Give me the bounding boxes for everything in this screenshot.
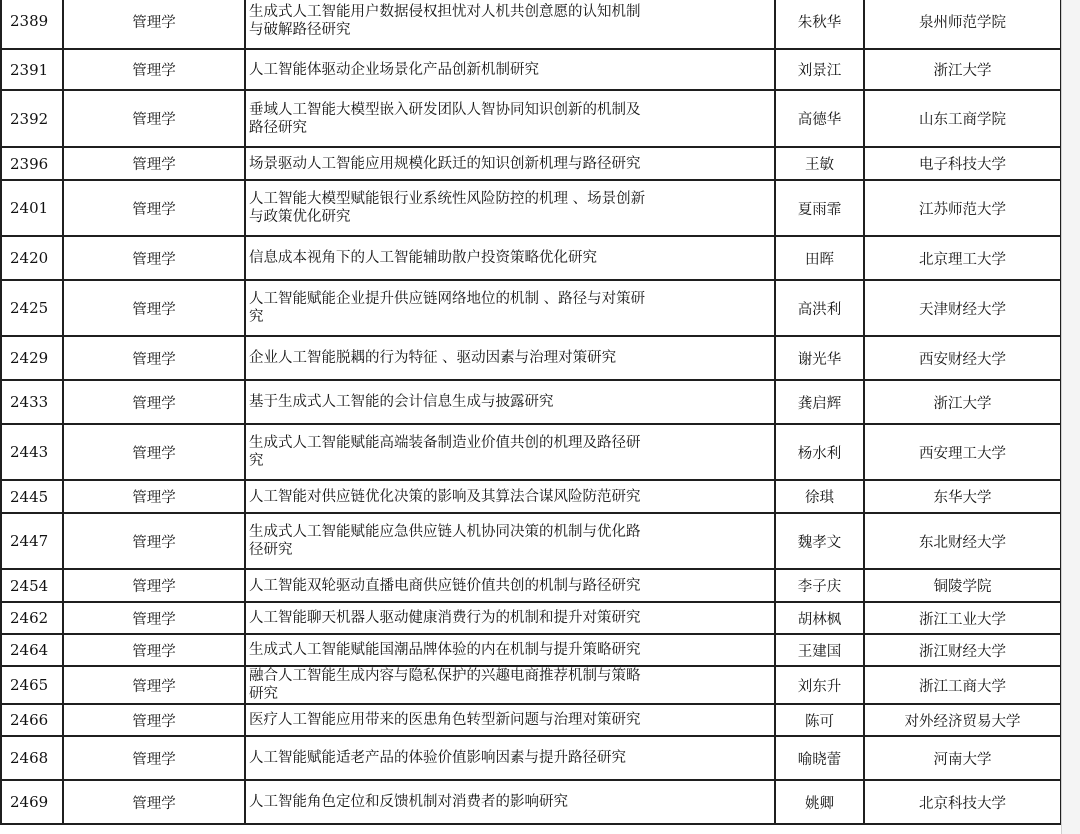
project-title: 企业人工智能脱耦的行为特征 、驱动因素与治理对策研究 bbox=[245, 336, 775, 380]
leader-name: 朱秋华 bbox=[775, 0, 864, 49]
table-row bbox=[1, 49, 1061, 90]
project-id: 2445 bbox=[1, 480, 63, 513]
institution-cell: 北京科技大学 bbox=[864, 780, 1061, 824]
table-row bbox=[1, 424, 1061, 480]
leader-name: 姚卿 bbox=[775, 780, 864, 824]
project-id: 2447 bbox=[1, 513, 63, 569]
institution-cell: 浙江工商大学 bbox=[864, 666, 1061, 704]
project-title: 人工智能对供应链优化决策的影响及其算法合谋风险防范研究 bbox=[245, 480, 775, 513]
subject-cell: 管理学 bbox=[63, 424, 245, 480]
institution-cell: 北京理工大学 bbox=[864, 236, 1061, 280]
project-id: 2462 bbox=[1, 602, 63, 634]
project-title: 生成式人工智能用户数据侵权担忧对人机共创意愿的认知机制与破解路径研究 bbox=[245, 0, 775, 49]
institution-cell: 浙江大学 bbox=[864, 380, 1061, 424]
subject-cell: 管理学 bbox=[63, 736, 245, 780]
subject-cell: 管理学 bbox=[63, 634, 245, 666]
institution-cell: 西安财经大学 bbox=[864, 336, 1061, 380]
leader-name: 龚启辉 bbox=[775, 380, 864, 424]
institution-cell: 浙江工业大学 bbox=[864, 602, 1061, 634]
project-id: 2464 bbox=[1, 634, 63, 666]
table-row bbox=[1, 336, 1061, 380]
project-title: 人工智能角色定位和反馈机制对消费者的影响研究 bbox=[245, 780, 775, 824]
table-row bbox=[1, 704, 1061, 736]
project-title: 医疗人工智能应用带来的医患角色转型新问题与治理对策研究 bbox=[245, 704, 775, 736]
subject-cell: 管理学 bbox=[63, 380, 245, 424]
table-row bbox=[1, 147, 1061, 180]
leader-name: 王敏 bbox=[775, 147, 864, 180]
table-row bbox=[1, 380, 1061, 424]
subject-cell: 管理学 bbox=[63, 569, 245, 602]
table-row bbox=[1, 480, 1061, 513]
institution-cell: 泉州师范学院 bbox=[864, 0, 1061, 49]
subject-cell: 管理学 bbox=[63, 704, 245, 736]
page-edge-strip bbox=[1061, 0, 1080, 834]
project-id: 2468 bbox=[1, 736, 63, 780]
subject-cell: 管理学 bbox=[63, 180, 245, 236]
institution-cell: 河南大学 bbox=[864, 736, 1061, 780]
institution-cell: 东北财经大学 bbox=[864, 513, 1061, 569]
leader-name: 李子庆 bbox=[775, 569, 864, 602]
table-row bbox=[1, 602, 1061, 634]
subject-cell: 管理学 bbox=[63, 780, 245, 824]
institution-cell: 西安理工大学 bbox=[864, 424, 1061, 480]
leader-name: 刘东升 bbox=[775, 666, 864, 704]
project-title: 人工智能聊天机器人驱动健康消费行为的机制和提升对策研究 bbox=[245, 602, 775, 634]
institution-cell: 浙江大学 bbox=[864, 49, 1061, 90]
table-row bbox=[1, 236, 1061, 280]
subject-cell: 管理学 bbox=[63, 280, 245, 336]
leader-name: 魏孝文 bbox=[775, 513, 864, 569]
project-id: 2391 bbox=[1, 49, 63, 90]
subject-cell: 管理学 bbox=[63, 49, 245, 90]
table-row bbox=[1, 180, 1061, 236]
subject-cell: 管理学 bbox=[63, 336, 245, 380]
institution-cell: 浙江财经大学 bbox=[864, 634, 1061, 666]
table-row bbox=[1, 666, 1061, 704]
institution-cell: 电子科技大学 bbox=[864, 147, 1061, 180]
project-id: 2425 bbox=[1, 280, 63, 336]
subject-cell: 管理学 bbox=[63, 236, 245, 280]
leader-name: 喻晓蕾 bbox=[775, 736, 864, 780]
leader-name: 王建国 bbox=[775, 634, 864, 666]
table-row bbox=[1, 280, 1061, 336]
leader-name: 胡林枫 bbox=[775, 602, 864, 634]
subject-cell: 管理学 bbox=[63, 513, 245, 569]
leader-name: 徐琪 bbox=[775, 480, 864, 513]
project-title: 生成式人工智能赋能国潮品牌体验的内在机制与提升策略研究 bbox=[245, 634, 775, 666]
project-id: 2401 bbox=[1, 180, 63, 236]
project-title: 人工智能大模型赋能银行业系统性风险防控的机理 、场景创新与政策优化研究 bbox=[245, 180, 775, 236]
project-title: 垂域人工智能大模型嵌入研发团队人智协同知识创新的机制及路径研究 bbox=[245, 90, 775, 147]
leader-name: 谢光华 bbox=[775, 336, 864, 380]
institution-cell: 山东工商学院 bbox=[864, 90, 1061, 147]
project-title: 融合人工智能生成内容与隐私保护的兴趣电商推荐机制与策略研究 bbox=[245, 666, 775, 704]
leader-name: 田晖 bbox=[775, 236, 864, 280]
project-title: 人工智能体驱动企业场景化产品创新机制研究 bbox=[245, 49, 775, 90]
subject-cell: 管理学 bbox=[63, 147, 245, 180]
table-row bbox=[1, 736, 1061, 780]
leader-name: 刘景江 bbox=[775, 49, 864, 90]
project-id: 2454 bbox=[1, 569, 63, 602]
table-row bbox=[1, 569, 1061, 602]
project-id: 2466 bbox=[1, 704, 63, 736]
subject-cell: 管理学 bbox=[63, 90, 245, 147]
leader-name: 高德华 bbox=[775, 90, 864, 147]
project-title: 人工智能赋能企业提升供应链网络地位的机制 、路径与对策研究 bbox=[245, 280, 775, 336]
project-id: 2469 bbox=[1, 780, 63, 824]
table-row bbox=[1, 780, 1061, 824]
leader-name: 夏雨霏 bbox=[775, 180, 864, 236]
project-title: 人工智能双轮驱动直播电商供应链价值共创的机制与路径研究 bbox=[245, 569, 775, 602]
leader-name: 杨水利 bbox=[775, 424, 864, 480]
project-title: 基于生成式人工智能的会计信息生成与披露研究 bbox=[245, 380, 775, 424]
institution-cell: 天津财经大学 bbox=[864, 280, 1061, 336]
institution-cell: 铜陵学院 bbox=[864, 569, 1061, 602]
institution-cell: 东华大学 bbox=[864, 480, 1061, 513]
subject-cell: 管理学 bbox=[63, 602, 245, 634]
leader-name: 高洪利 bbox=[775, 280, 864, 336]
project-title: 生成式人工智能赋能应急供应链人机协同决策的机制与优化路径研究 bbox=[245, 513, 775, 569]
project-id: 2465 bbox=[1, 666, 63, 704]
institution-cell: 江苏师范大学 bbox=[864, 180, 1061, 236]
project-title: 人工智能赋能适老产品的体验价值影响因素与提升路径研究 bbox=[245, 736, 775, 780]
project-id: 2392 bbox=[1, 90, 63, 147]
project-id: 2443 bbox=[1, 424, 63, 480]
table-row bbox=[1, 634, 1061, 666]
project-id: 2420 bbox=[1, 236, 63, 280]
project-title: 信息成本视角下的人工智能辅助散户投资策略优化研究 bbox=[245, 236, 775, 280]
table-row bbox=[1, 90, 1061, 147]
table-row bbox=[1, 513, 1061, 569]
institution-cell: 对外经济贸易大学 bbox=[864, 704, 1061, 736]
project-id: 2433 bbox=[1, 380, 63, 424]
subject-cell: 管理学 bbox=[63, 480, 245, 513]
leader-name: 陈可 bbox=[775, 704, 864, 736]
project-title: 生成式人工智能赋能高端装备制造业价值共创的机理及路径研究 bbox=[245, 424, 775, 480]
project-id: 2389 bbox=[1, 0, 63, 49]
project-id: 2429 bbox=[1, 336, 63, 380]
project-title: 场景驱动人工智能应用规模化跃迁的知识创新机理与路径研究 bbox=[245, 147, 775, 180]
table-row bbox=[1, 0, 1061, 49]
subject-cell: 管理学 bbox=[63, 0, 245, 49]
project-id: 2396 bbox=[1, 147, 63, 180]
subject-cell: 管理学 bbox=[63, 666, 245, 704]
